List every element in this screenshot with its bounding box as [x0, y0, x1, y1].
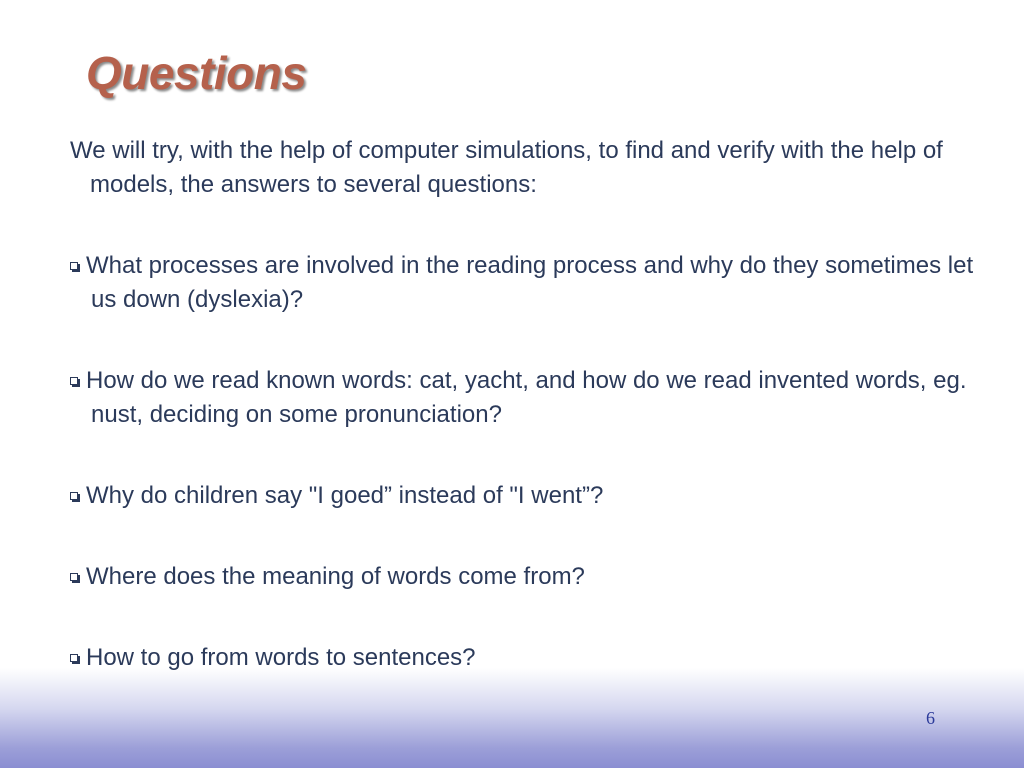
bullet-item-5 — [70, 641, 975, 675]
page-number: 6 — [926, 708, 935, 728]
slide-title: Questions — [86, 47, 307, 99]
hollow-square-bullet-icon — [70, 492, 78, 500]
bullet-text-5: How to go from words to sentences? — [86, 644, 476, 671]
bottom-gradient-band — [0, 668, 1024, 768]
bullet-item-2 — [70, 364, 975, 432]
bullet-item-4 — [70, 560, 975, 594]
bullet-text-2: How do we read known words: cat, yacht, and how do we read invented words, eg. nust, deciding on some pronunciation? — [86, 367, 967, 428]
bullet-text-4: Where does the meaning of words come from? — [86, 563, 585, 590]
bullet-item-3 — [70, 479, 975, 513]
bullet-text-1: What processes are involved in the reading process and why do they sometimes let us down (dyslexia)? — [86, 252, 974, 313]
hollow-square-bullet-icon — [70, 654, 78, 662]
hollow-square-bullet-icon — [70, 262, 78, 270]
intro-paragraph: We will try, with the help of computer simulations, to find and verify with the help of models, the answers to several questions: — [70, 137, 943, 198]
slide-body — [70, 134, 975, 675]
hollow-square-bullet-icon — [70, 377, 78, 385]
bullet-item-1 — [70, 249, 975, 317]
hollow-square-bullet-icon — [70, 573, 78, 581]
bullet-text-3: Why do children say "I goed” instead of "I went”? — [86, 482, 604, 509]
